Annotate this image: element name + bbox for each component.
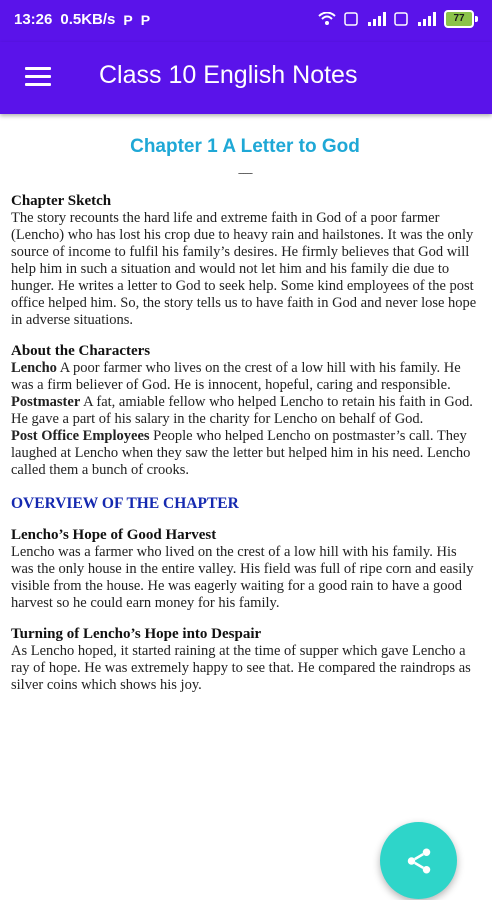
chapter-title: Chapter 1 A Letter to God	[130, 136, 360, 157]
paragraph: Lencho was a farmer who lived on the crest of a low hill with his family. His was the only house in the entire valley. His field was full of ripe corn and easily visible from the house. He was eagerly waiting for a good rain to have a good harvest so he could earn money for his family.	[11, 544, 474, 611]
notification-icon: P	[140, 11, 151, 28]
status-time: 13:26	[14, 11, 53, 28]
signal-icon	[416, 12, 436, 26]
character-entry	[11, 394, 479, 428]
share-button[interactable]	[380, 822, 457, 899]
volte-icon	[394, 12, 408, 26]
paragraph: The story recounts the hard life and extreme faith in God of a poor farmer (Lencho) who has lost his crop due to heavy rain and hailstones. It was the only source of income to fulfil his family’s desires. He firmly believes that God will help him in such a situation and would not let him and his family die due to hunger. He writes a letter to God to seek help. Some kind employees of the post office helped him. So, the story tells us to have faith in God and never lose hope in adverse situations.	[11, 210, 477, 328]
article-content	[11, 114, 479, 694]
status-left	[14, 11, 150, 28]
character-entry	[11, 428, 479, 479]
status-bar	[0, 0, 492, 42]
character-description: People who helped Lencho on postmaster’s call. They laughed at Lencho when they saw the letter but helped him in his need. Lencho called them a bunch of crooks.	[11, 428, 471, 478]
status-speed: 0.5KB/s	[60, 11, 116, 28]
battery-icon	[444, 10, 478, 28]
overview-heading: OVERVIEW OF THE CHAPTER	[11, 495, 239, 512]
app-title: Class 10 English Notes	[99, 61, 358, 89]
wifi-icon	[318, 12, 336, 26]
signal-icon	[366, 12, 386, 26]
notification-icon: P	[123, 11, 133, 28]
menu-icon[interactable]	[25, 67, 51, 87]
character-description: A fat, amiable fellow who helped Lencho to retain his faith in God. He gave a part of his salary in the charity for Lencho on behalf of God.	[11, 394, 473, 427]
divider: ------	[238, 168, 252, 179]
battery-level: 77	[444, 10, 474, 28]
section-heading: About the Characters	[11, 343, 151, 359]
character-description: A poor farmer who lives on the crest of a low hill with his family. He was a firm believer of God. He is innocent, hopeful, caring and responsible.	[11, 360, 461, 393]
character-name: Post Office Employees	[11, 428, 150, 444]
section-heading: Chapter Sketch	[11, 193, 112, 209]
character-name: Lencho	[11, 360, 57, 376]
paragraph: As Lencho hoped, it started raining at the time of supper which gave Lencho a ray of hope. He was extremely happy to see that. He compared the raindrops as silver coins which shows his joy.	[11, 643, 471, 693]
character-entry	[11, 360, 479, 394]
share-icon	[404, 846, 434, 876]
status-right	[318, 10, 478, 28]
volte-icon	[344, 12, 358, 26]
character-name: Postmaster	[11, 394, 81, 410]
app-bar	[0, 42, 492, 114]
section-heading: Turning of Lencho’s Hope into Despair	[11, 626, 262, 642]
section-heading: Lencho’s Hope of Good Harvest	[11, 527, 217, 543]
